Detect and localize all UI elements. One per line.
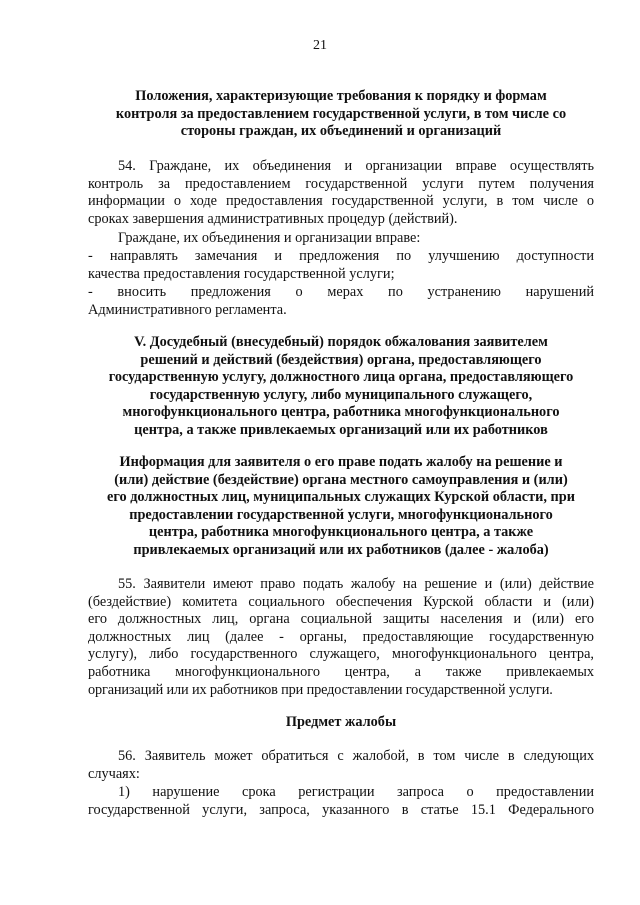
heading-line: центра, а также привлекаемых организаций или их работников [134, 421, 548, 438]
paragraph-line: (бездействие) комитета социального обеспечения Курской области и (или) [88, 593, 594, 610]
paragraph-line: сроках завершения административных процедур (действий). [88, 210, 458, 227]
paragraph-line: качества предоставления государственной услуги; [88, 265, 395, 282]
heading-line: Предмет жалобы [285, 714, 397, 730]
paragraph-line: 55. Заявители имеют право подать жалобу на решение и (или) действие [118, 576, 594, 592]
paragraph-line: 1) нарушение срока регистрации запроса о предоставлении [118, 784, 594, 800]
paragraph-line: Административного регламента. [88, 301, 287, 318]
rights-item-1 [88, 248, 594, 283]
paragraph-line: - направлять замечания и предложения по улучшению доступности [88, 248, 594, 264]
paragraph-line: услугу), либо государственного служащего, многофункционального центра, [88, 646, 594, 663]
paragraph-line: случаях: [88, 765, 140, 782]
heading-line: центра, работника многофункционального центра, а также [148, 524, 534, 541]
heading-line: Информация для заявителя о его праве подать жалобу на решение и [119, 454, 563, 470]
heading-line: его должностных лиц, муниципальных служащих Курской области, при [107, 489, 575, 506]
heading-line: государственную услугу, либо муниципального служащего, [149, 386, 533, 403]
paragraph-56 [88, 748, 594, 783]
heading-line: привлекаемых организаций или их работников (далее - жалоба) [133, 541, 549, 558]
paragraph-line: работника многофункционального центра, а также привлекаемых [88, 663, 594, 680]
complaint-info-heading [88, 454, 594, 560]
heading-line: государственную услугу, должностного лица органа, предоставляющего [108, 369, 574, 386]
paragraph-line: его должностных лиц, органа социальной защиты населения и (или) его [88, 611, 594, 628]
control-section-heading [88, 88, 594, 141]
heading-line: контроля за предоставлением государственной услуги, в том числе со [115, 105, 567, 122]
paragraph-line: организаций или их работников при предоставлении государственной услуги. [88, 681, 553, 698]
paragraph-56-item-1 [88, 784, 594, 819]
paragraph-line: 54. Граждане, их объединения и организации вправе осуществлять [118, 158, 594, 174]
paragraph-line: Граждане, их объединения и организации вправе: [118, 230, 421, 246]
heading-line: предоставлении государственной услуги, многофункционального [129, 506, 553, 523]
heading-line: решений и действий (бездействия) органа, предоставляющего [140, 351, 542, 368]
paragraph-line: должностных лиц (далее - органы, предоставляющие государственную [88, 628, 594, 645]
paragraph-line: государственной услуги, запроса, указанного в статье 15.1 Федерального [88, 801, 594, 818]
paragraph-line: - вносить предложения о мерах по устранению нарушений [88, 284, 594, 300]
section-v-heading [88, 334, 594, 440]
heading-line: многофункционального центра, работника многофункционального [122, 404, 560, 421]
paragraph-54 [88, 158, 594, 228]
paragraph-line: 56. Заявитель может обратиться с жалобой, в том числе в следующих [118, 748, 594, 764]
complaint-subject-heading [88, 714, 594, 732]
rights-intro [88, 230, 594, 248]
heading-line: V. Досудебный (внесудебный) порядок обжалования заявителем [134, 334, 548, 350]
page-number: 21 [313, 38, 327, 53]
paragraph-line: контроль за предоставлением государственной услуги путем получения [88, 175, 594, 192]
rights-item-2 [88, 284, 594, 319]
heading-line: Положения, характеризующие требования к порядку и формам [135, 88, 547, 104]
paragraph-55 [88, 576, 594, 699]
heading-line: (или) действие (бездействие) органа местного самоуправления и (или) [114, 471, 568, 488]
paragraph-line: информации о ходе предоставления государственной услуги, в том числе о [88, 193, 594, 210]
heading-line: стороны граждан, их объединений и организаций [180, 123, 502, 140]
